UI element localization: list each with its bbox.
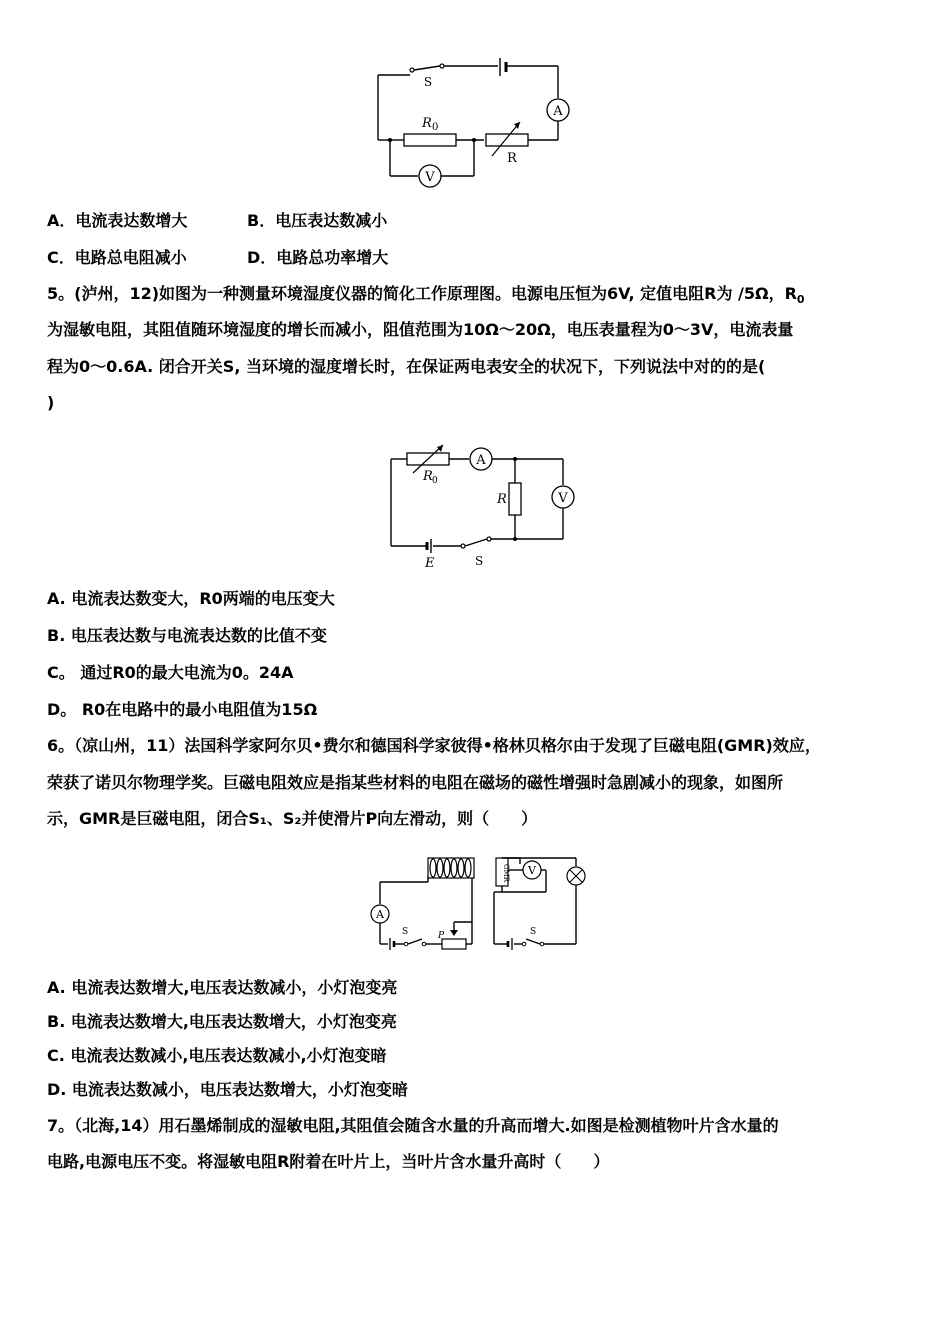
q4-circuit-figure: [370, 50, 580, 190]
q4-options-row-2: [47, 248, 388, 268]
q5-stem-line-2: 为湿敏电阻，其阻值随环境湿度的增长而减小，阻值范围为10Ω～20Ω，电压表量程为0～3V，电流表量: [47, 320, 794, 339]
q5-stem-line-3: 程为0～0.6A. 闭合开关S, 当环境的湿度增长时，在保证两电表安全的状况下，下列说法中对的的是(: [47, 357, 766, 376]
q6-ammeter-label: A: [376, 908, 384, 921]
q6-option-c: C. 电流表达数减小,电压表达数减小,小灯泡变暗: [47, 1046, 387, 1065]
q5-option-c: C。 通过R0的最大电流为0。24A: [47, 663, 294, 682]
q7-stem-line-1: 7。（北海,14）用石墨烯制成的湿敏电阻,其阻值会随含水量的升高而增大.如图是检测植物叶片含水量的: [47, 1116, 779, 1135]
q4-voltmeter-label: V: [425, 170, 435, 185]
q5-stem-line-4: ): [47, 393, 55, 412]
q6-circuit-figure: [368, 852, 592, 956]
q4-option-c: C．电路总电阻减小: [47, 248, 187, 267]
q4-options-row-1: [47, 211, 387, 231]
q5-circuit-figure: [385, 443, 585, 573]
q5-resistor-label: R: [497, 492, 507, 507]
q4-option-a: A．电流表达数增大: [47, 211, 188, 230]
q6-stem-line-2: 荣获了诺贝尔物理学奖。巨磁电阻效应是指某些材料的电阻在磁场的磁性增强时急剧减小的现象，如图所: [47, 773, 784, 792]
q5-switch-label: S: [475, 554, 484, 568]
q6-p-label: P: [438, 931, 445, 941]
q6-s2-label: S: [530, 927, 537, 937]
q5-stem-line-1: 5。(泸州，12)如图为一种测量环境湿度仪器的简化工作原理图。电源电压恒为6V, 定值电阻R为 /5Ω，$R_0$: [47, 284, 805, 307]
q6-option-a: A. 电流表达数增大,电压表达数减小，小灯泡变亮: [47, 978, 398, 997]
q5-r0-label: R: [423, 469, 433, 484]
q4-ammeter-label: A: [553, 104, 563, 119]
q5-r0-sub: 0: [432, 476, 438, 486]
q5-option-d: D。 R0在电路中的最小电阻值为15Ω: [47, 700, 318, 719]
q5-voltmeter-label: V: [558, 491, 568, 506]
q6-gmr-label: GMR: [502, 864, 510, 883]
q7-stem-line-2: 电路,电源电压不变。将湿敏电阻R附着在叶片上，当叶片含水量升高时（ ）: [47, 1152, 610, 1171]
q5-option-b: B. 电压表达数与电流表达数的比值不变: [47, 626, 327, 645]
q6-stem-line-1: 6。（凉山州，11）法国科学家阿尔贝•费尔和德国科学家彼得•格林贝格尔由于发现了巨磁电阻(GMR)效应，: [47, 736, 821, 755]
q4-switch-label: S: [423, 75, 433, 89]
q4-r0-sub: 0: [432, 122, 439, 133]
q6-option-d: D. 电流表达数减小，电压表达数增大，小灯泡变暗: [47, 1080, 408, 1099]
q5-ammeter-label: A: [476, 453, 486, 468]
q6-option-b: B. 电流表达数增大,电压表达数增大，小灯泡变亮: [47, 1012, 397, 1031]
q6-s1-label: S: [402, 927, 409, 937]
q6-voltmeter-label: V: [528, 864, 536, 877]
q6-stem-line-3: 示，GMR是巨磁电阻，闭合S₁、S₂并使滑片P向左滑动，则（ ）: [47, 809, 538, 828]
q4-r0-label: R: [422, 116, 432, 131]
q4-option-d: D．电路总功率增大: [247, 248, 389, 267]
q5-source-label: E: [425, 556, 435, 571]
q5-option-a: A. 电流表达数变大，R0两端的电压变大: [47, 589, 335, 608]
q4-option-b: B．电压表达数减小: [247, 211, 388, 230]
q4-rheostat-label: R: [507, 151, 517, 166]
